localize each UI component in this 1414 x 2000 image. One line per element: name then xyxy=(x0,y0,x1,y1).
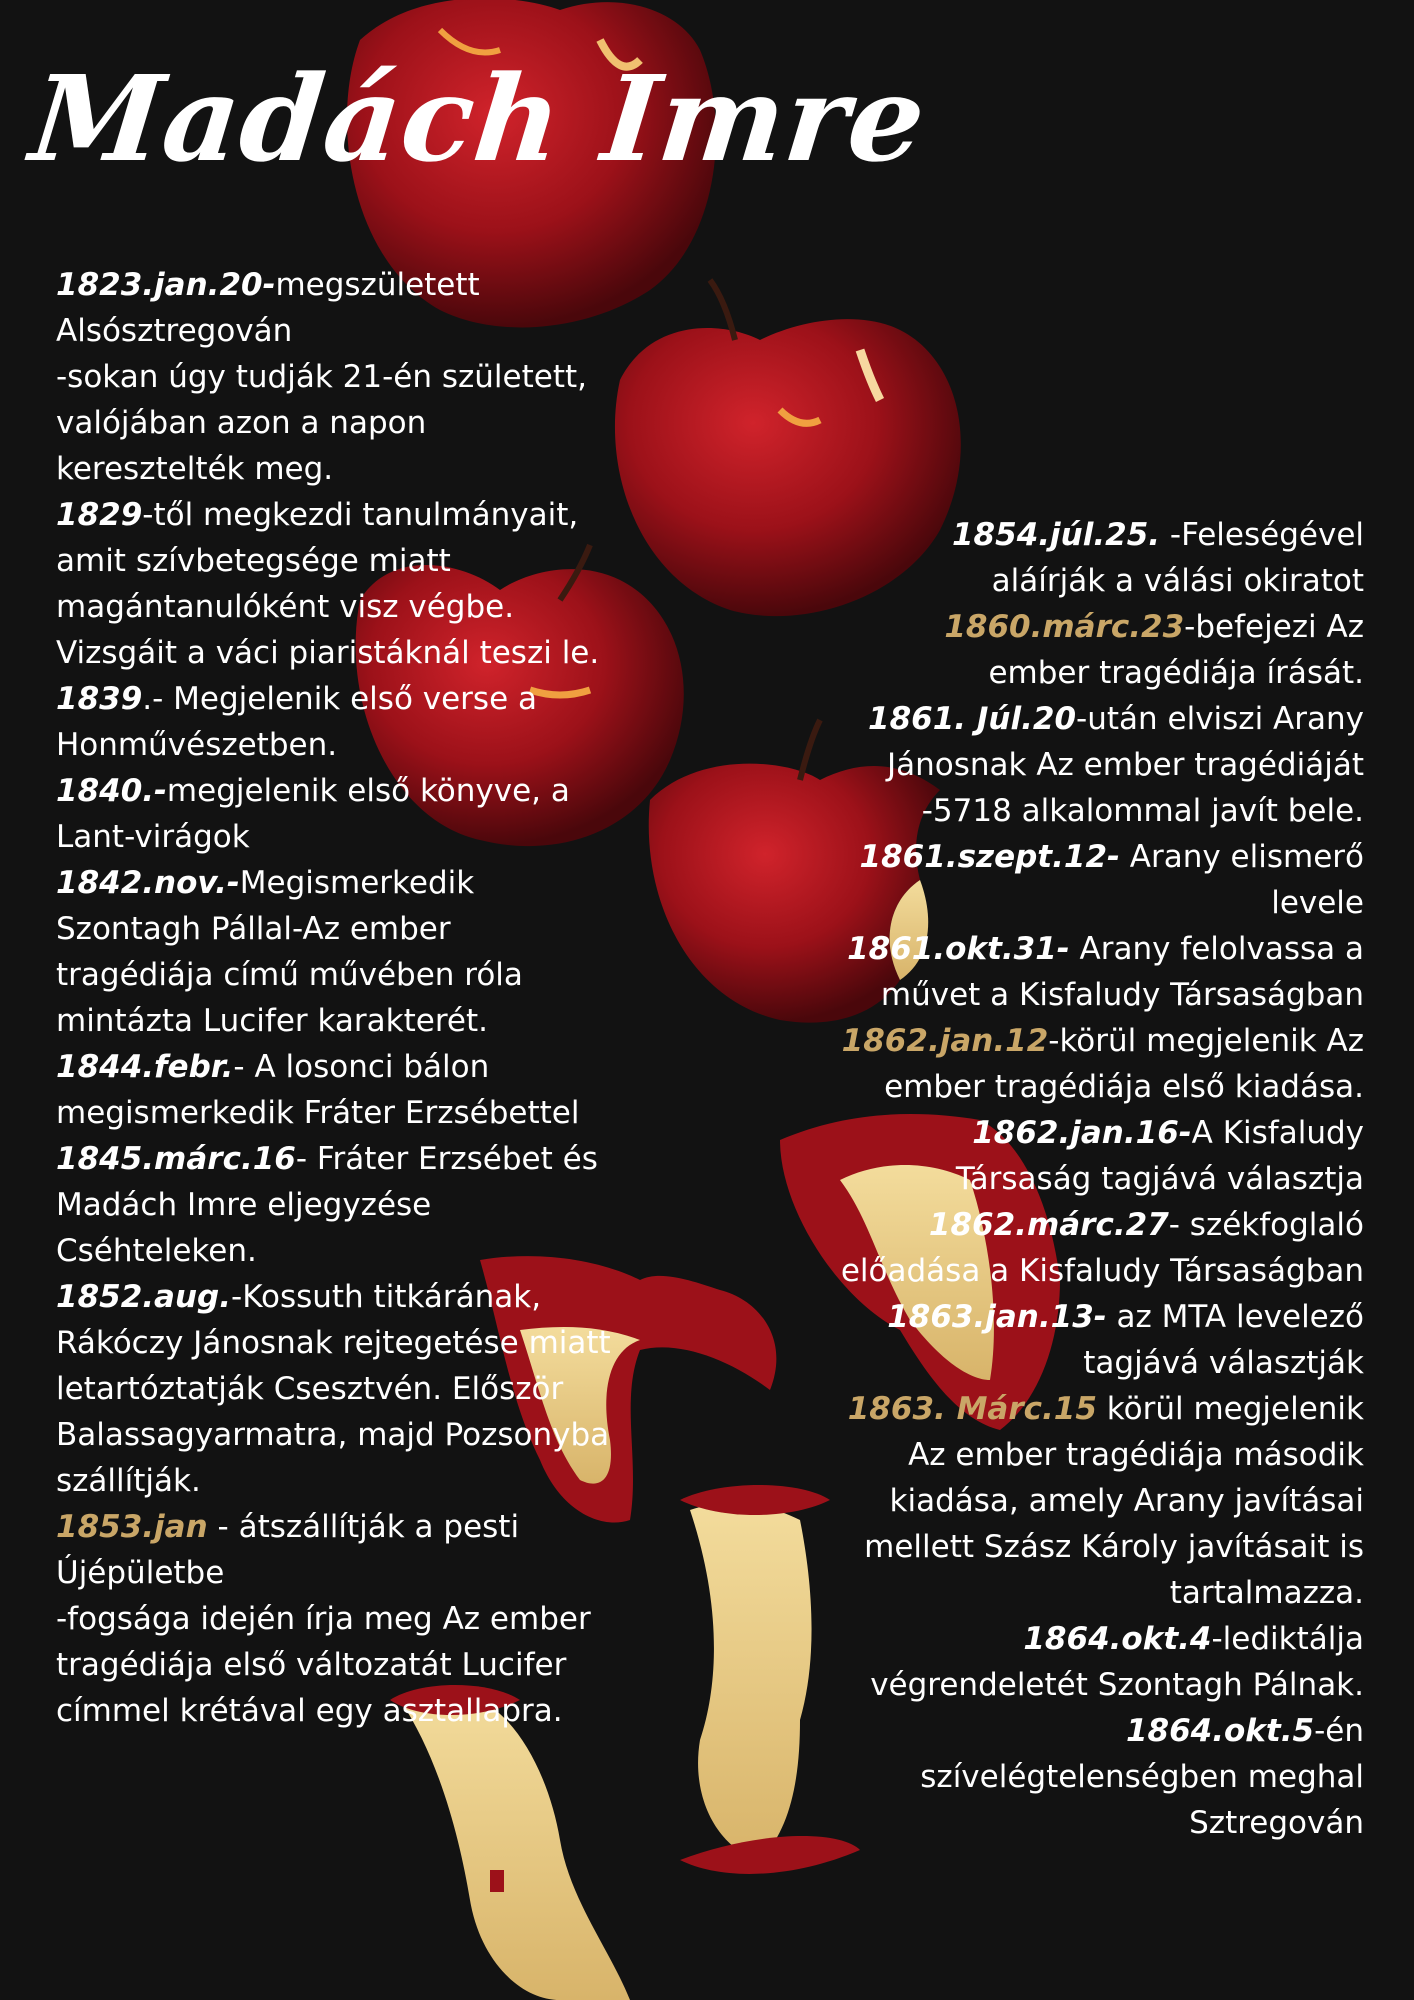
timeline-entry xyxy=(840,1018,1364,1110)
timeline-entry xyxy=(56,354,616,492)
entry-text: -től megkezdi tanulmányait, amit szívbetegsége miatt magántanulóként visz végbe. Vizsgáit a váci piaristáknál teszi le. xyxy=(56,497,600,671)
entry-text: -én szívelégtelenségben meghal Sztregován xyxy=(920,1713,1364,1841)
timeline-entry xyxy=(840,1708,1364,1846)
entry-text: -Feleségével aláírják a válási okiratot xyxy=(991,517,1364,599)
entry-text: -Kossuth titkárának, Rákóczy Jánosnak rejtegetése miatt letartóztatják Csesztvén. Először Balassagyarmatra, majd Pozsonyba szállítják. xyxy=(56,1279,611,1499)
timeline-entry xyxy=(840,1202,1364,1294)
entry-text: megjelenik első könyve, a Lant-virágok xyxy=(56,773,570,855)
entry-date: 1862.jan.16- xyxy=(972,1115,1192,1151)
entry-text: Arany elismerő levele xyxy=(1119,839,1364,921)
entry-text: A Kisfaludy Társaság tagjává választja xyxy=(955,1115,1364,1197)
entry-text: -sokan úgy tudják 21-én született, valójában azon a napon keresztelték meg. xyxy=(56,359,587,487)
timeline-entry xyxy=(56,1596,616,1734)
entry-date: 1862.jan.12 xyxy=(841,1023,1049,1059)
entry-date: 1861.szept.12- xyxy=(859,839,1120,875)
timeline-entry xyxy=(56,676,616,768)
entry-date: 1863. Márc.15 xyxy=(847,1391,1097,1427)
entry-date: 1861. Júl.20 xyxy=(868,701,1077,737)
timeline-entry xyxy=(840,834,1364,926)
timeline-entry xyxy=(840,1386,1364,1616)
entry-date: 1862.márc.27 xyxy=(928,1207,1169,1243)
timeline-right-column xyxy=(840,512,1364,1846)
entry-date: 1840.- xyxy=(56,773,167,809)
entry-date: 1852.aug. xyxy=(56,1279,232,1315)
entry-text: körül megjelenik Az ember tragédiája második kiadása, amely Arany javításai mellett Szász Károly javításait is tartalmazza. xyxy=(864,1391,1364,1611)
entry-text: -körül megjelenik Az ember tragédiája első kiadása. xyxy=(884,1023,1364,1105)
entry-text: Megismerkedik Szontagh Pállal-Az ember tragédiája című művében róla mintázta Lucifer karakterét. xyxy=(56,865,523,1039)
entry-date: 1863.jan.13- xyxy=(887,1299,1107,1335)
entry-date: 1860.márc.23 xyxy=(944,609,1185,645)
entry-text: .- Megjelenik első verse a Honművészetben. xyxy=(56,681,538,763)
timeline-entry xyxy=(56,1274,616,1504)
entry-text: - székfoglaló előadása a Kisfaludy Társaságban xyxy=(840,1207,1364,1289)
entry-text: -fogsága idején írja meg Az ember tragédiája első változatát Lucifer címmel krétával egy asztallapra. xyxy=(56,1601,591,1729)
entry-text: - átszállítják a pesti Újépületbe xyxy=(56,1509,520,1591)
entry-text: - A losonci bálon megismerkedik Fráter Erzsébettel xyxy=(56,1049,580,1131)
entry-date: 1829 xyxy=(56,497,143,533)
entry-text: Arany felolvassa a művet a Kisfaludy Társaságban xyxy=(880,931,1364,1013)
timeline-entry xyxy=(56,492,616,676)
page-title: Madách Imre xyxy=(24,49,933,188)
timeline-entry xyxy=(840,512,1364,604)
timeline-entry xyxy=(840,926,1364,1018)
timeline-entry xyxy=(56,860,616,1044)
entry-date: 1864.okt.4 xyxy=(1023,1621,1212,1657)
timeline-entry xyxy=(840,1616,1364,1708)
entry-text: - Fráter Erzsébet és Madách Imre eljegyzése Cséhteleken. xyxy=(56,1141,598,1269)
entry-text: az MTA levelező tagjává választják xyxy=(1083,1299,1364,1381)
timeline-entry xyxy=(56,1044,616,1136)
apple-core-3-icon xyxy=(680,1485,860,1874)
timeline-entry xyxy=(840,1110,1364,1202)
entry-date: 1861.okt.31- xyxy=(847,931,1070,967)
entry-text: -befejezi Az ember tragédiája írását. xyxy=(988,609,1364,691)
timeline-entry xyxy=(56,768,616,860)
timeline-entry xyxy=(56,1136,616,1274)
entry-date: 1842.nov.- xyxy=(56,865,240,901)
entry-text: megszületett Alsósztregován xyxy=(56,267,480,349)
timeline-left-column xyxy=(56,262,616,1734)
timeline-entry xyxy=(840,1294,1364,1386)
entry-date: 1864.okt.5 xyxy=(1125,1713,1315,1749)
timeline-entry xyxy=(840,696,1364,834)
entry-text: -lediktálja végrendeletét Szontagh Pálnak. xyxy=(870,1621,1364,1703)
entry-date: 1845.márc.16 xyxy=(56,1141,296,1177)
timeline-entry xyxy=(840,604,1364,696)
entry-date: 1854.júl.25. xyxy=(951,517,1161,553)
entry-date: 1839 xyxy=(56,681,143,717)
entry-date: 1823.jan.20- xyxy=(56,267,276,303)
entry-text: -után elviszi Arany Jánosnak Az ember tragédiáját -5718 alkalommal javít bele. xyxy=(886,701,1364,829)
entry-date: 1844.febr. xyxy=(56,1049,234,1085)
timeline-entry xyxy=(56,1504,616,1596)
entry-date: 1853.jan xyxy=(56,1509,208,1545)
timeline-entry xyxy=(56,262,616,354)
